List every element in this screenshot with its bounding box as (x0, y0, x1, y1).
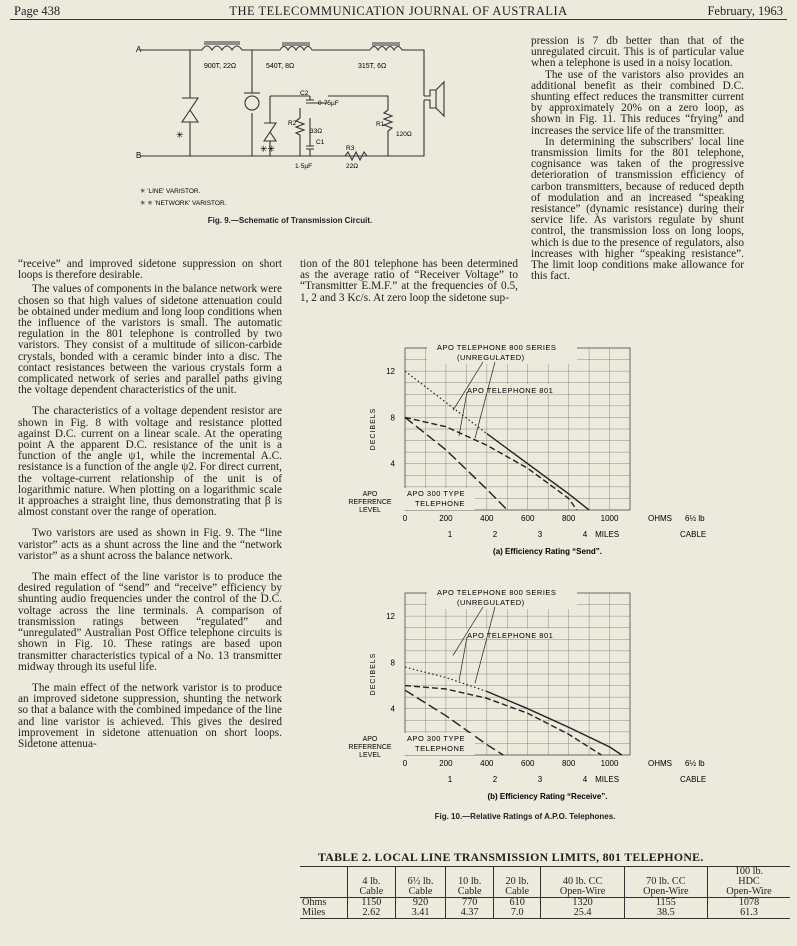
table-cell: 1155 (624, 898, 707, 909)
column-header (493, 867, 541, 898)
paragraph: The values of components in the balance network were chosen so that high values of sidetone attenuation could be obtained under medium and long loop conditions when the influence of the varistors is small. The automatic regulation in the 801 telephone is controlled by two varistors. They consist of a multitude of silicon-carbide crystals, bonded with a ceramic binder into a disc. The contact resistances between the various crystals form a complicated network of series and parallel paths giving the voltage dependent characteristics of the unit. (18, 283, 282, 397)
x-tick-label: 800 (561, 759, 576, 768)
legend-network-varistor: ✳ ✳ 'NETWORK' VARISTOR. (140, 200, 227, 207)
x-tick-label: 200 (439, 759, 453, 768)
table-cell: 4.37 (446, 908, 494, 919)
table2 (300, 866, 790, 919)
y-tick-label: 4 (390, 459, 395, 469)
cable-gauge-label: 6½ lb (685, 759, 705, 768)
paragraph: Two varistors are used as shown in Fig. 9. The “line varistor” acts as a shunt across the line and the “network varistor” as a shunt across the balance network. (18, 527, 282, 562)
text-column-right-top (531, 36, 744, 282)
column-header (395, 867, 446, 898)
x-tick-label: 1000 (600, 759, 619, 768)
header-text: 40 lb. CC (562, 876, 603, 887)
annotation-801: APO TELEPHONE 801 (467, 386, 554, 395)
coil2-label: 540T, 8Ω (266, 63, 295, 70)
paragraph: pression is 7 db better than that of the unregulated circuit. This is of particular value when a telephone is used in a noisy location. (531, 35, 744, 70)
x-tick-label: 1000 (600, 514, 619, 523)
y-tick-label: 12 (386, 612, 395, 622)
leader-line (475, 607, 495, 683)
x-axis-label: OHMS (648, 514, 672, 523)
chart-title: (a) Efficiency Rating “Send”. (493, 547, 602, 556)
text-column-middle (300, 259, 518, 304)
reference-level-label: LEVEL (359, 752, 381, 759)
reference-level-label: REFERENCE (348, 499, 392, 506)
table-cell: 610 (493, 898, 541, 909)
row-label: Ohms (300, 898, 348, 909)
text-column-left (18, 259, 282, 750)
c2-value: 0·75µF (318, 100, 339, 107)
header-text: Cable (505, 886, 530, 897)
page-number: Page 438 (14, 4, 61, 18)
header-text: 4 lb. (362, 876, 381, 887)
column-header (348, 867, 396, 898)
issue-date: February, 1963 (707, 4, 783, 18)
table-cell: 1320 (541, 898, 624, 909)
paragraph: The use of the varistors also provides an additional benefit as their combined D.C. shunting effect reduces the transmitter current by approximately 20% on a zero loop, as shown in Fig. 11. This reduces “frying” and increases the service life of the transmitter. (531, 68, 744, 137)
table-cell: 7.0 (493, 908, 541, 919)
miles-tick-label: 1 (447, 530, 453, 539)
fig9-caption: Fig. 9.—Schematic of Transmission Circuit. (207, 216, 373, 225)
header-text: 20 lb. (505, 876, 529, 887)
chart-title: (b) Efficiency Rating “Receive”. (487, 792, 608, 801)
paragraph: The main effect of the network varistor is to produce an improved sidetone suppression, shunting the network so that a balance with the combined impedance of the line and line varistor is achieved. This gives the desired improvement in sidetone attenuation on short loops. Sidetone attenua- (18, 681, 282, 750)
y-tick-label: 4 (390, 704, 395, 714)
paragraph: “receive” and improved sidetone suppression on short loops is therefore desirable. (18, 258, 282, 282)
node-b-label: B (136, 151, 142, 160)
page-header (14, 4, 783, 20)
fig9-schematic (136, 38, 450, 213)
table-cell: 920 (395, 898, 446, 909)
journal-title: THE TELECOMMUNICATION JOURNAL OF AUSTRALIA (229, 4, 568, 18)
reference-level-label: APO (362, 736, 378, 743)
table-row (300, 908, 790, 919)
header-text: 100 lb. (734, 866, 764, 877)
header-text: Open-Wire (643, 886, 689, 897)
annotation-300-type: APO 300 TYPE (407, 489, 465, 498)
header-text: 10 lb. (458, 876, 482, 887)
y-axis-label: DECIBELS (370, 407, 377, 451)
table-cell: 770 (446, 898, 494, 909)
table2-title: TABLE 2. LOCAL LINE TRANSMISSION LIMITS, 801 TELEPHONE. (318, 850, 704, 864)
miles-axis-label: MILES (595, 775, 620, 784)
cable-gauge-label: 6½ lb (685, 514, 705, 523)
fig10-caption: Fig. 10.—Relative Ratings of A.P.O. Telephones. (434, 812, 616, 821)
x-tick-label: 600 (521, 514, 535, 523)
fig10a-chart (330, 340, 730, 565)
y-axis-label: DECIBELS (370, 652, 377, 696)
header-rule (10, 19, 787, 20)
column-header (541, 867, 624, 898)
r2-label: R2 (288, 120, 297, 127)
r1-label: R1 (376, 121, 385, 128)
paragraph: The characteristics of a voltage dependent resistor are shown in Fig. 8 with voltage and resistance plotted against D.C. current on a linear scale. At the operating point A the apparent D.C. resistance of the unit is a function of the angle ψ1, while the incremental A.C. resistance is a function of the angle ψ2. For direct current, the voltage-current relationship of the unit is of logarithmic nature. When plotting on a logarithmic scale it approaches a straight line, thus demonstrating that β is almost constant over the range of operation. (18, 405, 282, 519)
coil1-label: 900T, 22Ω (204, 63, 237, 70)
header-text: Open-Wire (559, 886, 606, 897)
r1-value: 120Ω (396, 131, 412, 138)
header-text: Cable (408, 886, 433, 897)
table-cell: 2.62 (348, 908, 396, 919)
miles-tick-label: 2 (492, 530, 498, 539)
miles-tick-label: 3 (537, 775, 543, 784)
table-cell: 1150 (348, 898, 396, 909)
annotation-300-type: APO 300 TYPE (407, 734, 465, 743)
annotation-800-series: APO TELEPHONE 800 SERIES (437, 343, 557, 352)
miles-tick-label: 4 (582, 775, 588, 784)
cable-label: CABLE (680, 775, 707, 784)
coil3-label: 315T, 6Ω (358, 63, 387, 70)
x-tick-label: 0 (402, 759, 408, 768)
x-tick-label: 0 (402, 514, 408, 523)
y-tick-label: 8 (390, 413, 395, 423)
header-text: HDC (738, 876, 760, 887)
miles-tick-label: 3 (537, 530, 543, 539)
svg-text:✳: ✳ (176, 130, 184, 140)
row-label: Miles (300, 908, 348, 919)
header-text: 6½ lb. (407, 876, 434, 887)
x-tick-label: 800 (561, 514, 576, 523)
y-tick-label: 8 (390, 658, 395, 668)
leader-line (475, 362, 495, 438)
table-cell: 3.41 (395, 908, 446, 919)
c1-label: C1 (316, 139, 325, 146)
y-tick-label: 12 (386, 367, 395, 377)
legend-line-varistor: ✳ 'LINE' VARISTOR. (140, 188, 201, 195)
reference-level-label: APO (362, 491, 378, 498)
table-cell: 25.4 (541, 908, 624, 919)
table-cell: 61.3 (707, 908, 790, 919)
node-a-label: A (136, 45, 142, 54)
fig10b-chart (330, 585, 730, 810)
header-text: Open-Wire (726, 886, 772, 897)
x-tick-label: 400 (480, 514, 494, 523)
column-header (624, 867, 707, 898)
annotation-300-telephone: TELEPHONE (415, 499, 465, 508)
x-tick-label: 600 (521, 759, 535, 768)
c2-label: C2 (300, 90, 309, 97)
miles-axis-label: MILES (595, 530, 620, 539)
annotation-801: APO TELEPHONE 801 (467, 631, 554, 640)
svg-text:✳✳: ✳✳ (260, 144, 276, 154)
reference-level-label: REFERENCE (348, 744, 392, 751)
reference-level-label: LEVEL (359, 507, 381, 514)
miles-tick-label: 2 (492, 775, 498, 784)
column-header (446, 867, 494, 898)
table-cell: 1078 (707, 898, 790, 909)
cable-label: CABLE (680, 530, 707, 539)
paragraph: In determining the subscribers' local line transmission limits for the 801 telephone, cognisance was taken of the progressive deterioration of transmission efficiency of carbon transmitters, because of reduced depth of modulation and an increased “speaking resistance” (dynamic resistance) during their service life. As varistors regulate by shunt control, the transmission loss on long loops, which is due to the presence of regulators, also increases with higher “speaking resistance”. The limit loop conditions make allowance for this fact. (531, 135, 744, 283)
r3-label: R3 (346, 145, 355, 152)
header-text: Cable (457, 886, 482, 897)
miles-tick-label: 1 (447, 775, 453, 784)
annotation-unregulated: (UNREGULATED) (457, 353, 525, 362)
column-header (707, 867, 790, 898)
r3-value: 22Ω (346, 163, 359, 170)
x-tick-label: 400 (480, 759, 494, 768)
x-tick-label: 200 (439, 514, 453, 523)
miles-tick-label: 4 (582, 530, 588, 539)
header-text: Cable (359, 886, 384, 897)
c1-value: 1·5µF (295, 163, 313, 170)
x-axis-label: OHMS (648, 759, 672, 768)
annotation-unregulated: (UNREGULATED) (457, 598, 525, 607)
paragraph: The main effect of the line varistor is to produce the desired regulation of “send” and “receive” efficiency by shunting audio frequencies under the control of the D.C. voltage across the line terminals. A comparison of transmission ratings between “regulated” and “unregulated” Australian Post Office telephone circuits is shown in Fig. 10. These ratings are based upon transmitter characteristics typical of a No. 13 transmitter midway through its useful life. (18, 571, 282, 673)
header-text: 70 lb. CC (646, 876, 686, 887)
annotation-800-series: APO TELEPHONE 800 SERIES (437, 588, 557, 597)
table-corner (300, 867, 348, 898)
annotation-300-telephone: TELEPHONE (415, 744, 465, 753)
paragraph: tion of the 801 telephone has been determined as the average ratio of “Receiver Voltage” to “Transmitter E.M.F.” at the frequencies of 0.5, 1, 2 and 3 Kc/s. At zero loop the sidetone sup- (300, 258, 518, 304)
r2-value: 33Ω (310, 128, 323, 135)
table-cell: 38.5 (624, 908, 707, 919)
